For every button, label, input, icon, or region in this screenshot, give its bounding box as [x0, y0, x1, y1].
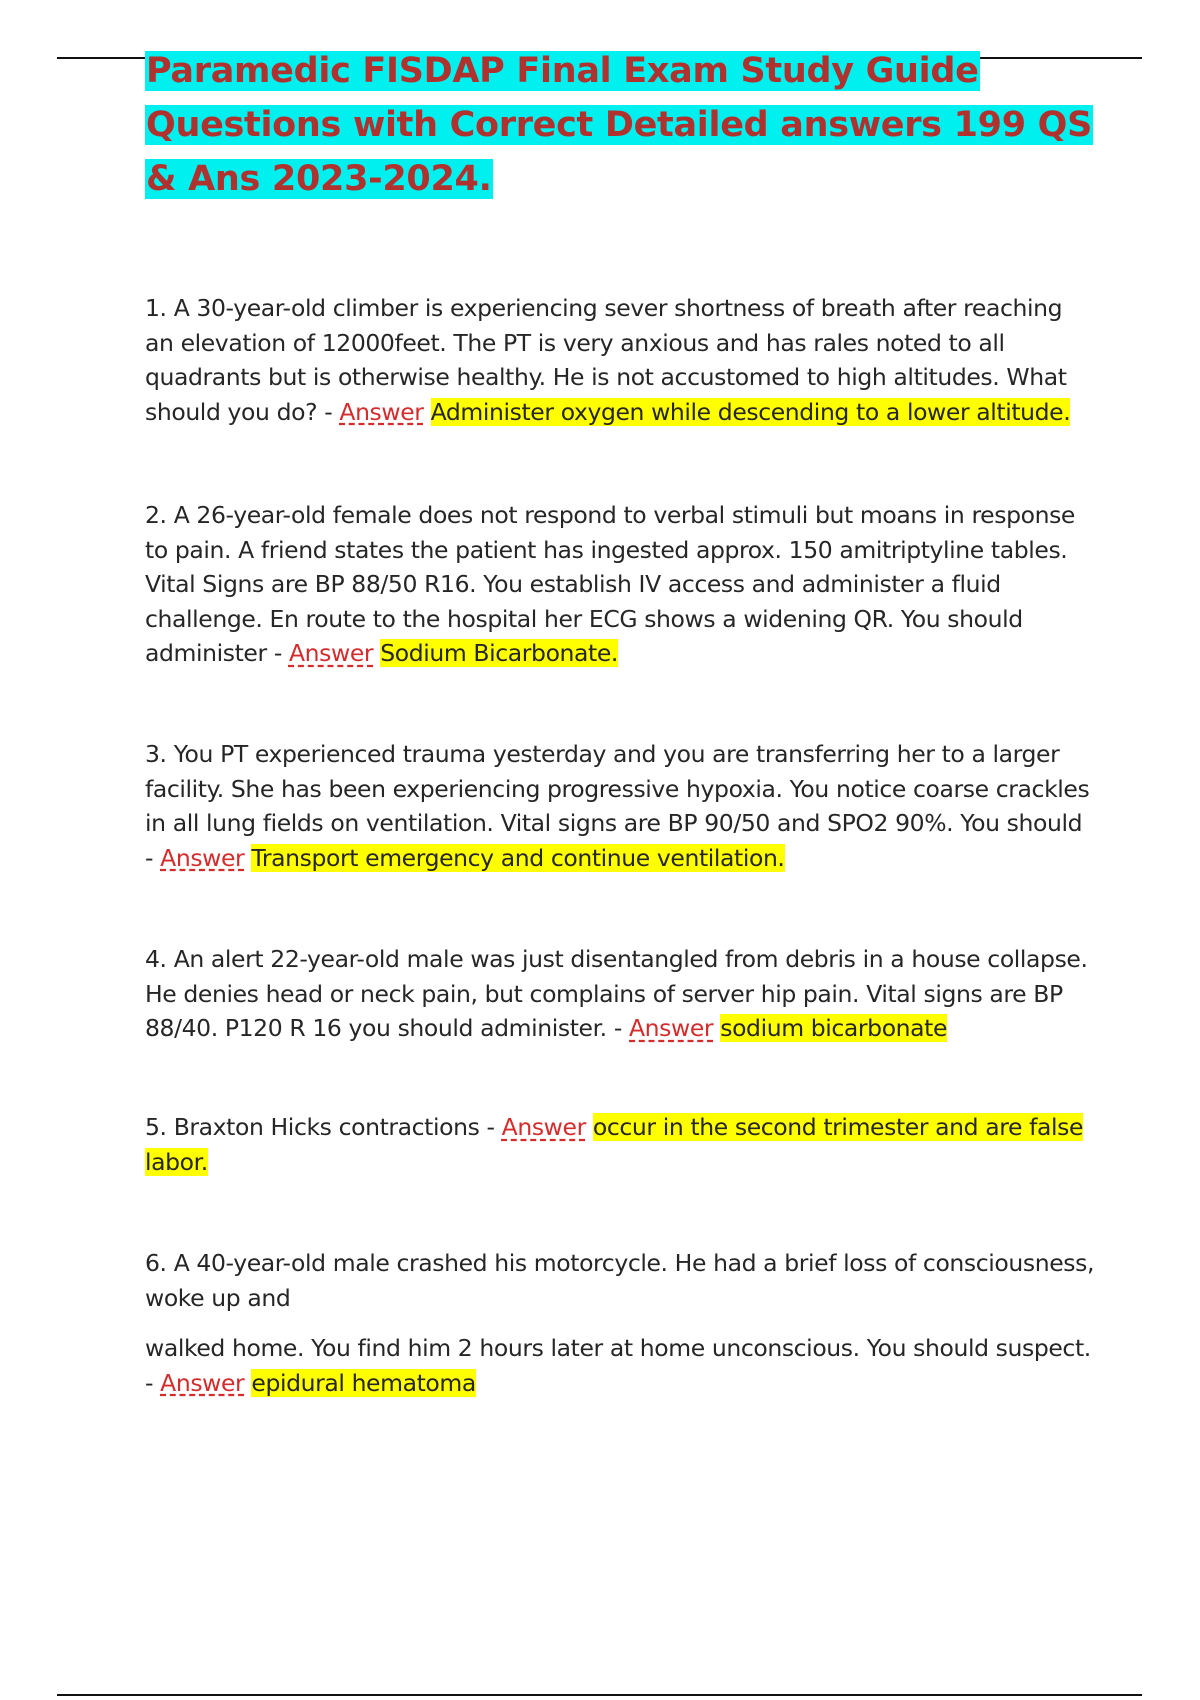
qa-item-3 — [145, 737, 1095, 875]
question-text: 4. An alert 22-year-old male was just disentangled from debris in a house collapse. He denies head or neck pain, but complains of server hip pain. Vital signs are BP 88/40. P120 R 16 you should administer. — [145, 945, 1088, 1042]
question-text: 2. A 26-year-old female does not respond to verbal stimuli but moans in response to pain. A friend states the patient has ingested approx. 150 amitriptyline tables. Vital Signs are BP 88/50 R16. You establish IV access and administer a fluid challenge. En route to the hospital her ECG shows a widening QR. You should administer — [145, 501, 1075, 667]
answer-link[interactable]: Answer — [339, 397, 424, 426]
qa-item-5 — [145, 1110, 1095, 1179]
separator: - — [606, 1014, 629, 1042]
answer-link[interactable]: Answer — [629, 1014, 714, 1042]
qa-item-2 — [145, 498, 1095, 671]
answer-link[interactable]: Answer — [288, 639, 374, 667]
answer-text: occur in the second trimester and are false labor. — [145, 1113, 1084, 1176]
answer-text: sodium bicarbonate — [720, 1014, 948, 1042]
qa-item-1 — [145, 291, 1095, 429]
separator: - — [266, 639, 289, 667]
separator: - — [145, 843, 161, 872]
document-title-text: Paramedic FISDAP Final Exam Study Guide Questions with Correct Detailed answers 199 QS & Ans 2023-2024. — [146, 51, 1093, 199]
separator: - — [317, 397, 340, 426]
qa-item-6 — [145, 1246, 1095, 1400]
question-text: 5. Braxton Hicks contractions — [145, 1113, 480, 1141]
question-text: 6. A 40-year-old male crashed his motorcycle. He had a brief loss of consciousness, woke up and — [145, 1249, 1095, 1312]
question-text-continued — [145, 1331, 1095, 1400]
bottom-rule — [57, 1694, 1142, 1696]
answer-link[interactable]: Answer — [501, 1113, 586, 1141]
answer-link[interactable]: Answer — [160, 1368, 245, 1397]
answer-link[interactable]: Answer — [160, 843, 245, 872]
question-text-continued-body: walked home. You find him 2 hours later at home unconscious. You should suspect. — [145, 1334, 1091, 1362]
document-title — [145, 44, 1105, 206]
separator: - — [479, 1113, 502, 1141]
question-text: 3. You PT experienced trauma yesterday and you are transferring her to a larger facility. She has been experiencing progressive hypoxia. You notice coarse crackles in all lung fields on ventilation. Vital signs are BP 90/50 and SPO2 90%. You should — [145, 740, 1090, 837]
question-text: 1. A 30-year-old climber is experiencing sever shortness of breath after reaching an elevation of 12000feet. The PT is very anxious and has rales noted to all quadrants but is otherwise healthy. He is not accustomed to high altitudes. What should you do? — [145, 294, 1067, 426]
answer-text: Administer oxygen while descending to a lower altitude. — [430, 397, 1071, 426]
qa-item-4 — [145, 942, 1095, 1046]
answer-text: Transport emergency and continue ventilation. — [251, 843, 785, 872]
answer-text: epidural hematoma — [251, 1368, 476, 1397]
answer-text: Sodium Bicarbonate. — [380, 639, 618, 667]
separator: - — [145, 1368, 161, 1397]
